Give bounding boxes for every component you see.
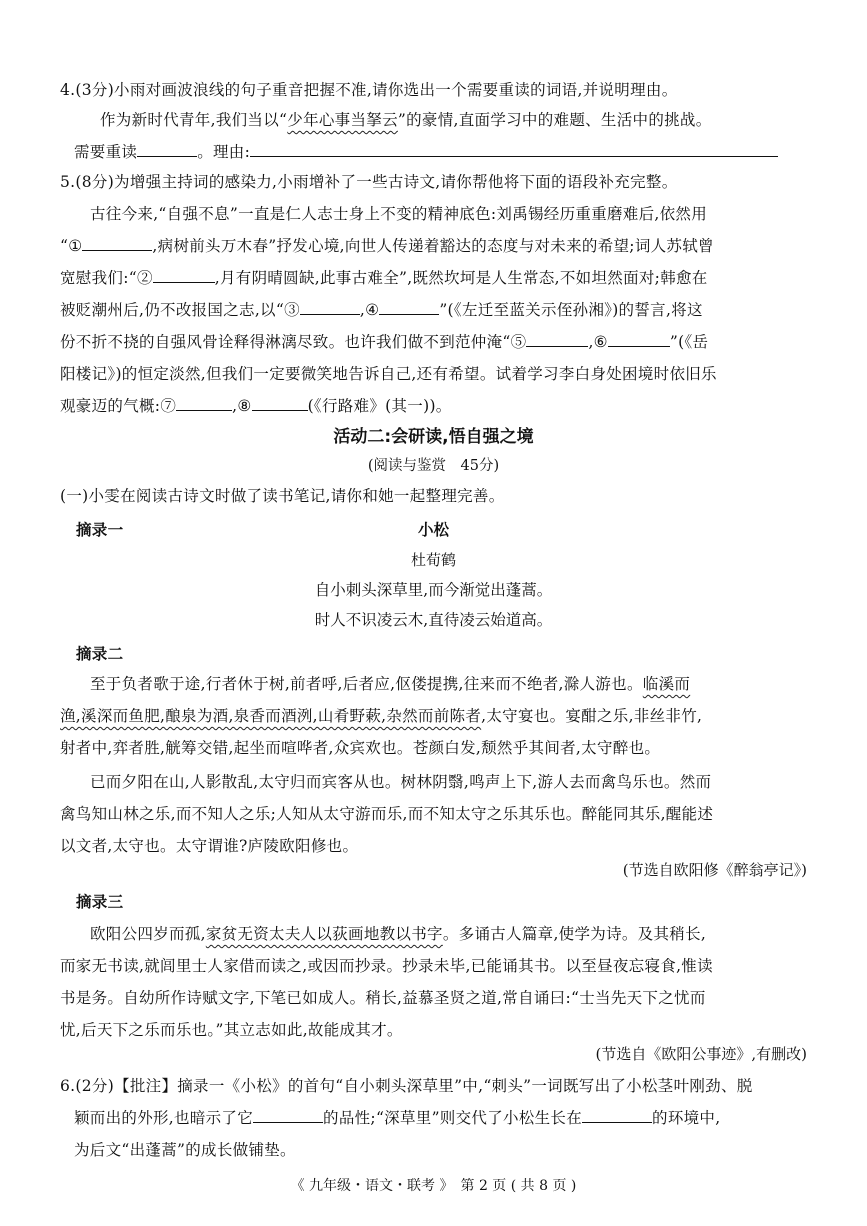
q5-paragraph-line: 阳楼记》)的恒定淡然,但我们一定要微笑地告诉自己,还有希望。试着学习李白身处困境时依旧乐 [60,365,717,383]
activity-title: 活动二:会研读,悟自强之境 [333,427,534,447]
answer-blank[interactable] [153,268,215,283]
page-footer: 《 九年级・语文・联考 》 第 2 页 ( 共 8 页 ) [290,1178,577,1194]
q5-paragraph-line: 观豪迈的气概:⑦ ,⑧ (《行路难》(其一))。 [60,397,452,415]
excerpt2-line: 渔,溪深而鱼肥,酿泉为酒,泉香而酒洌,山肴野蔌,杂然而前陈者,太守宴也。宴酣之乐,非丝非竹, [60,707,703,725]
poem-line: 自小刺头深草里,而今渐觉出蓬蒿。 [314,581,553,599]
excerpt3-line: 忧,后天下之乐而乐也。”其立志如此,故能成其才。 [60,1021,403,1039]
q5-paragraph-line: 份不折不挠的自强风骨诠释得淋漓尽致。也许我们做不到范仲淹“⑤ ,⑥ ”(《岳 [60,333,709,351]
q5-paragraph-line: 古往今来,“自强不息”一直是仁人志士身上不变的精神底色:刘禹锡经历重重磨难后,依然用 [90,205,708,223]
section-intro: (一)小雯在阅读古诗文时做了读书笔记,请你和她一起整理完善。 [60,487,505,505]
poem-title: 小松 [417,521,449,539]
answer-blank[interactable] [176,396,232,411]
q5-paragraph-line: “① ,病树前头万木春”抒发心境,向世人传递着豁达的态度与对未来的希望;词人苏轼曾 [60,237,714,255]
answer-blank[interactable] [250,142,778,157]
answer-blank[interactable] [253,1108,323,1123]
excerpt3-line: 而家无书读,就闾里士人家借而读之,或因而抄录。抄录未毕,已能诵其书。以至昼夜忘寝食,惟读 [60,957,713,975]
answer-blank[interactable] [300,300,360,315]
excerpt2-line: 至于负者歌于途,行者休于树,前者呼,后者应,伛偻提携,往来而不绝者,滁人游也。临溪而 [90,675,691,693]
excerpt2-line: 以文者,太守也。太守谓谁?庐陵欧阳修也。 [60,837,359,855]
answer-blank[interactable] [137,142,197,157]
q5-paragraph-line: 被贬潮州后,仍不改报国之志,以“③ ,④ ”(《左迁至蓝关示侄孙湘》)的誓言,将这 [60,301,703,319]
poem-author: 杜荀鹤 [410,551,456,569]
wavy-underlined-phrase: 临溪而 [642,675,691,693]
q5-prompt: 5.(8分)为增强主持词的感染力,小雨增补了一些古诗文,请你帮他将下面的语段补充完整。 [60,173,678,191]
poem-line: 时人不识凌云木,直待凌云始道高。 [314,611,553,629]
wavy-underlined-phrase: 少年心事当拏云 [287,111,398,129]
excerpt2-line: 射者中,弈者胜,觥筹交错,起坐而喧哗者,众宾欢也。苍颜白发,颓然乎其间者,太守醉也。 [60,739,661,757]
wavy-underlined-phrase: 渔,溪深而鱼肥,酿泉为酒,泉香而酒洌,山肴野蔌,杂然而前陈者 [60,707,482,725]
answer-blank[interactable] [82,236,152,251]
answer-blank[interactable] [379,300,439,315]
q4-prompt: 4.(3分)小雨对画波浪线的句子重音把握不准,请你选出一个需要重读的词语,并说明理由。 [60,81,678,99]
answer-blank[interactable] [608,332,670,347]
excerpt2-label: 摘录二 [76,645,124,663]
q4-answer-line: 需要重读 。理由: [74,142,778,162]
excerpt2-line: 禽鸟知山林之乐,而不知人之乐;人知从太守游而乐,而不知太守之乐其乐也。醉能同其乐,醒能述 [60,805,714,823]
q6-line: 为后文“出蓬蒿”的成长做铺垫。 [74,1141,296,1159]
answer-blank[interactable] [526,332,588,347]
q6-line: 颖而出的外形,也暗示了它 的品性;“深草里”则交代了小松生长在 的环境中, [74,1109,721,1127]
activity-subtitle: (阅读与鉴赏 45分) [367,458,500,474]
excerpt2-line: 已而夕阳在山,人影散乱,太守归而宾客从也。树林阴翳,鸣声上下,游人去而禽鸟乐也。然而 [90,773,712,791]
wavy-underlined-phrase: 家贫无资太夫人以荻画地教以书字 [205,925,443,943]
excerpt3-line: 书是务。自幼所作诗赋文字,下笔已如成人。稍长,益慕圣贤之道,常自诵曰:“士当先天下之忧而 [60,989,706,1007]
excerpt2-source: (节选自欧阳修《醉翁亭记》) [622,861,807,879]
excerpt3-source: (节选自《欧阳公事迹》,有删改) [595,1045,807,1063]
excerpt3-line: 欧阳公四岁而孤,家贫无资太夫人以荻画地教以书字。多诵古人篇章,使学为诗。及其稍长, [90,925,707,943]
excerpt1-label: 摘录一 [76,521,124,539]
excerpt3-label: 摘录三 [76,893,124,911]
q5-paragraph-line: 宽慰我们:“② ,月有阴晴圆缺,此事古难全”,既然坎坷是人生常态,不如坦然面对;韩愈在 [60,269,708,287]
answer-blank[interactable] [582,1108,652,1123]
q4-quote: 作为新时代青年,我们当以“少年心事当拏云”的豪情,直面学习中的难题、生活中的挑战。 [100,111,712,129]
q6-line: 6.(2分)【批注】摘录一《小松》的首句“自小刺头深草里”中,“刺头”一词既写出了小松茎叶刚劲、脱 [60,1077,753,1095]
answer-blank[interactable] [252,396,308,411]
